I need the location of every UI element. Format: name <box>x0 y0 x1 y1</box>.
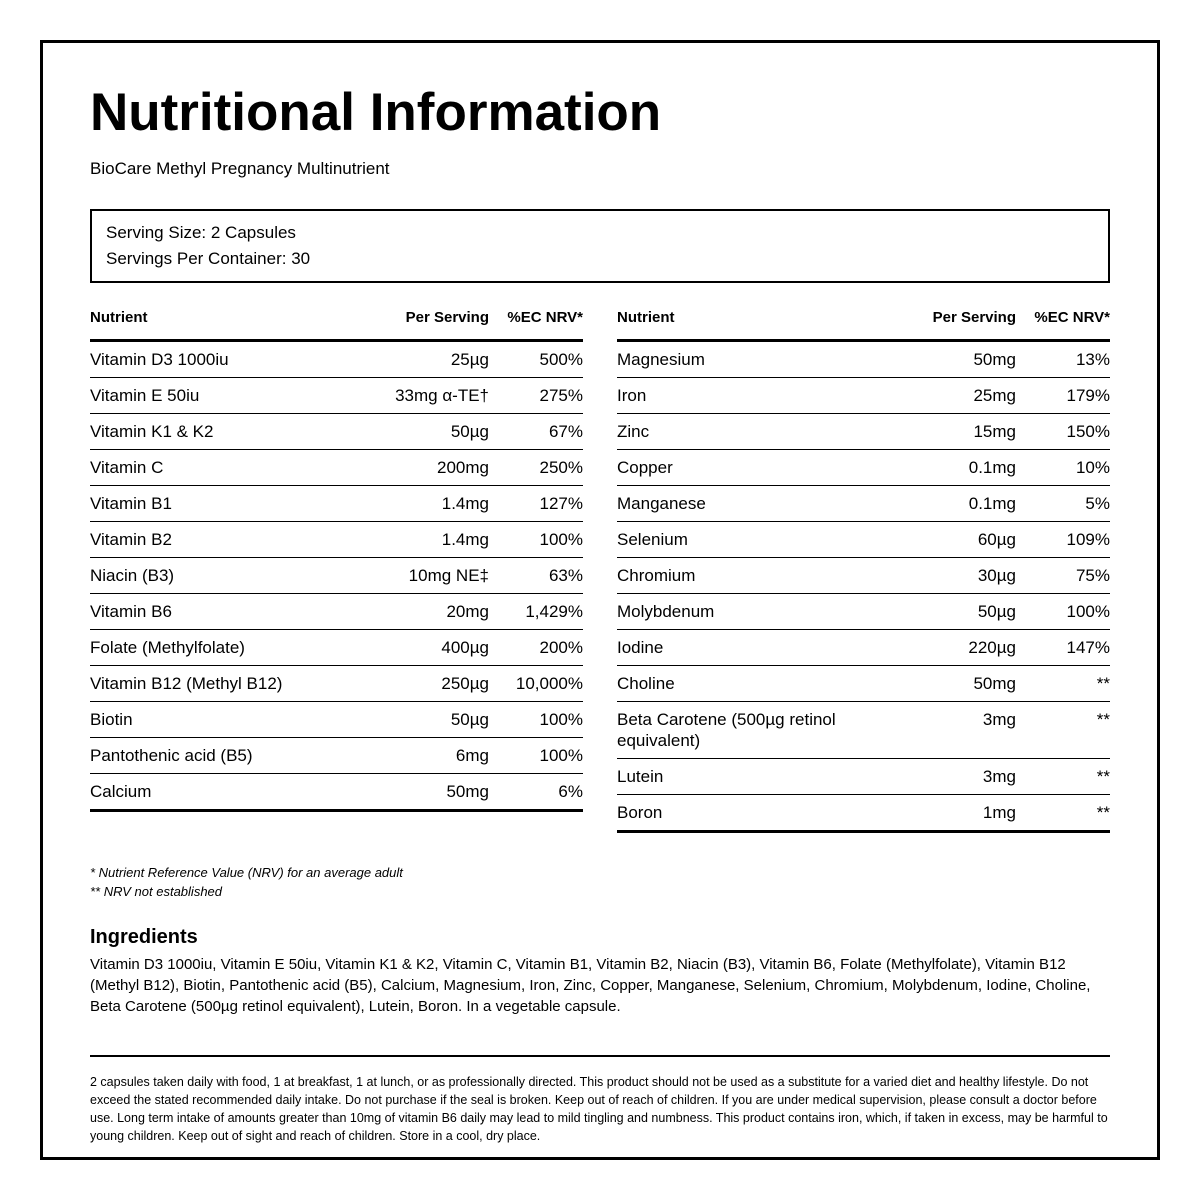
per-serving-value: 0.1mg <box>887 486 1016 522</box>
nutrient-name: Beta Carotene (500µg retinol equivalent) <box>617 702 887 759</box>
table-row <box>90 486 583 522</box>
nutrient-name: Molybdenum <box>617 594 887 630</box>
nrv-value: 250% <box>489 450 583 486</box>
nrv-value: 1,429% <box>489 594 583 630</box>
nutrient-name: Manganese <box>617 486 887 522</box>
table-row <box>90 341 583 378</box>
header-nrv: %EC NRV* <box>1016 309 1110 341</box>
label-content <box>90 83 1110 1145</box>
table-row <box>90 558 583 594</box>
table-row <box>617 759 1110 795</box>
nutrient-name: Pantothenic acid (B5) <box>90 738 360 774</box>
table-row <box>617 666 1110 702</box>
nutrient-table-left-column <box>90 309 583 833</box>
table-row <box>617 378 1110 414</box>
nutrient-name: Biotin <box>90 702 360 738</box>
nrv-value: 5% <box>1016 486 1110 522</box>
ingredients-heading: Ingredients <box>90 926 198 948</box>
table-row <box>90 522 583 558</box>
directions-text: 2 capsules taken daily with food, 1 at breakfast, 1 at lunch, or as professionally directed. This product should not be used as a substitute for a varied diet and healthy lifestyle. Do not exceed the stated recommended daily intake. Do not purchase if the seal is broken. Keep out of reach of children. If you are under medical supervision, please consult a doctor before use. Long term intake of amounts greater than 10mg of vitamin B6 daily may lead to mild tingling and numbness. This product contains iron, which, if taken in excess, may be harmful to young children. Keep out of sight and reach of children. Store in a cool, dry place. <box>90 1075 1108 1143</box>
nrv-value: 10,000% <box>489 666 583 702</box>
per-serving-value: 60µg <box>887 522 1016 558</box>
nutrient-table-left <box>90 309 583 812</box>
nrv-value: 6% <box>489 774 583 811</box>
nutrient-name: Vitamin B1 <box>90 486 360 522</box>
table-header-row <box>617 309 1110 341</box>
table-row <box>617 630 1110 666</box>
per-serving-value: 30µg <box>887 558 1016 594</box>
table-row <box>90 630 583 666</box>
per-serving-value: 10mg NE‡ <box>360 558 489 594</box>
header-per-serving: Per Serving <box>887 309 1016 341</box>
nutrient-name: Lutein <box>617 759 887 795</box>
nutrient-name: Vitamin B2 <box>90 522 360 558</box>
nutrient-name: Zinc <box>617 414 887 450</box>
nrv-value: ** <box>1016 759 1110 795</box>
nutrient-name: Iodine <box>617 630 887 666</box>
per-serving-value: 20mg <box>360 594 489 630</box>
table-row <box>90 414 583 450</box>
nutrient-name: Vitamin B12 (Methyl B12) <box>90 666 360 702</box>
label-frame <box>40 40 1160 1160</box>
nrv-value: 13% <box>1016 341 1110 378</box>
nutrient-name: Magnesium <box>617 341 887 378</box>
per-serving-value: 25µg <box>360 341 489 378</box>
per-serving-value: 15mg <box>887 414 1016 450</box>
per-serving-value: 1mg <box>887 795 1016 832</box>
per-serving-value: 25mg <box>887 378 1016 414</box>
nrv-value: ** <box>1016 702 1110 759</box>
table-row <box>617 594 1110 630</box>
nutrient-name: Vitamin B6 <box>90 594 360 630</box>
per-serving-value: 0.1mg <box>887 450 1016 486</box>
table-row <box>90 666 583 702</box>
table-row <box>90 774 583 811</box>
nutrient-table-right-body <box>617 341 1110 832</box>
nrv-value: 100% <box>1016 594 1110 630</box>
table-row <box>617 558 1110 594</box>
footnote-not-established: ** NRV not established <box>90 884 223 899</box>
per-serving-value: 50mg <box>360 774 489 811</box>
per-serving-value: 1.4mg <box>360 522 489 558</box>
servings-per-container: Servings Per Container: 30 <box>106 249 311 268</box>
nrv-value: 75% <box>1016 558 1110 594</box>
nutrient-name: Boron <box>617 795 887 832</box>
per-serving-value: 250µg <box>360 666 489 702</box>
header-per-serving: Per Serving <box>360 309 489 341</box>
per-serving-value: 50µg <box>360 702 489 738</box>
nutrient-tables <box>90 309 1110 833</box>
table-row <box>617 486 1110 522</box>
nrv-value: 109% <box>1016 522 1110 558</box>
nrv-value: 179% <box>1016 378 1110 414</box>
header-nrv: %EC NRV* <box>489 309 583 341</box>
per-serving-value: 50mg <box>887 666 1016 702</box>
divider <box>90 1055 1110 1057</box>
table-row <box>617 795 1110 832</box>
header-nutrient: Nutrient <box>90 309 360 341</box>
serving-size: Serving Size: 2 Capsules <box>106 223 296 242</box>
nrv-value: 63% <box>489 558 583 594</box>
table-row <box>617 702 1110 759</box>
nrv-value: 127% <box>489 486 583 522</box>
nrv-value: ** <box>1016 666 1110 702</box>
nrv-value: 200% <box>489 630 583 666</box>
table-row <box>617 341 1110 378</box>
header-nutrient: Nutrient <box>617 309 887 341</box>
per-serving-value: 33mg α-TE† <box>360 378 489 414</box>
table-row <box>90 378 583 414</box>
nrv-value: 100% <box>489 522 583 558</box>
table-row <box>90 738 583 774</box>
nrv-value: 67% <box>489 414 583 450</box>
nrv-value: 150% <box>1016 414 1110 450</box>
per-serving-value: 50mg <box>887 341 1016 378</box>
per-serving-value: 220µg <box>887 630 1016 666</box>
table-row <box>90 702 583 738</box>
per-serving-value: 400µg <box>360 630 489 666</box>
table-header-row <box>90 309 583 341</box>
nutrient-name: Vitamin D3 1000iu <box>90 341 360 378</box>
nrv-value: 10% <box>1016 450 1110 486</box>
nutrient-table-right-column <box>617 309 1110 833</box>
per-serving-value: 1.4mg <box>360 486 489 522</box>
nrv-value: ** <box>1016 795 1110 832</box>
per-serving-value: 200mg <box>360 450 489 486</box>
per-serving-value: 50µg <box>887 594 1016 630</box>
nrv-value: 500% <box>489 341 583 378</box>
nutrient-name: Vitamin C <box>90 450 360 486</box>
footnotes <box>90 863 1110 901</box>
nutrient-name: Niacin (B3) <box>90 558 360 594</box>
nutrient-table-left-body <box>90 341 583 811</box>
nutrient-name: Vitamin E 50iu <box>90 378 360 414</box>
per-serving-value: 6mg <box>360 738 489 774</box>
nutrient-name: Iron <box>617 378 887 414</box>
per-serving-value: 3mg <box>887 702 1016 759</box>
footnote-nrv: * Nutrient Reference Value (NRV) for an average adult <box>90 865 403 880</box>
nutrient-name: Copper <box>617 450 887 486</box>
nutrient-name: Chromium <box>617 558 887 594</box>
table-row <box>617 450 1110 486</box>
table-row <box>617 522 1110 558</box>
nutrient-name: Folate (Methylfolate) <box>90 630 360 666</box>
serving-info-box <box>90 209 1110 283</box>
table-row <box>90 450 583 486</box>
page-title: Nutritional Information <box>90 83 662 142</box>
table-row <box>90 594 583 630</box>
nrv-value: 100% <box>489 702 583 738</box>
nutrient-table-right <box>617 309 1110 833</box>
nutrient-name: Vitamin K1 & K2 <box>90 414 360 450</box>
per-serving-value: 50µg <box>360 414 489 450</box>
nutrient-name: Calcium <box>90 774 360 811</box>
nutrient-name: Selenium <box>617 522 887 558</box>
nrv-value: 100% <box>489 738 583 774</box>
ingredients-text: Vitamin D3 1000iu, Vitamin E 50iu, Vitamin K1 & K2, Vitamin C, Vitamin B1, Vitamin B2, Niacin (B3), Vitamin B6, Folate (Methylfolate), Vitamin B12 (Methyl B12), Biotin, Pantothenic acid (B5), Calcium, Magnesium, Iron, Zinc, Copper, Manganese, Selenium, Chromium, Molybdenum, Iodine, Choline, Beta Carotene (500µg retinol equivalent), Lutein, Boron. In a vegetable capsule. <box>90 956 1091 1015</box>
nutrient-name: Choline <box>617 666 887 702</box>
nrv-value: 147% <box>1016 630 1110 666</box>
nrv-value: 275% <box>489 378 583 414</box>
per-serving-value: 3mg <box>887 759 1016 795</box>
product-name: BioCare Methyl Pregnancy Multinutrient <box>90 159 390 178</box>
table-row <box>617 414 1110 450</box>
